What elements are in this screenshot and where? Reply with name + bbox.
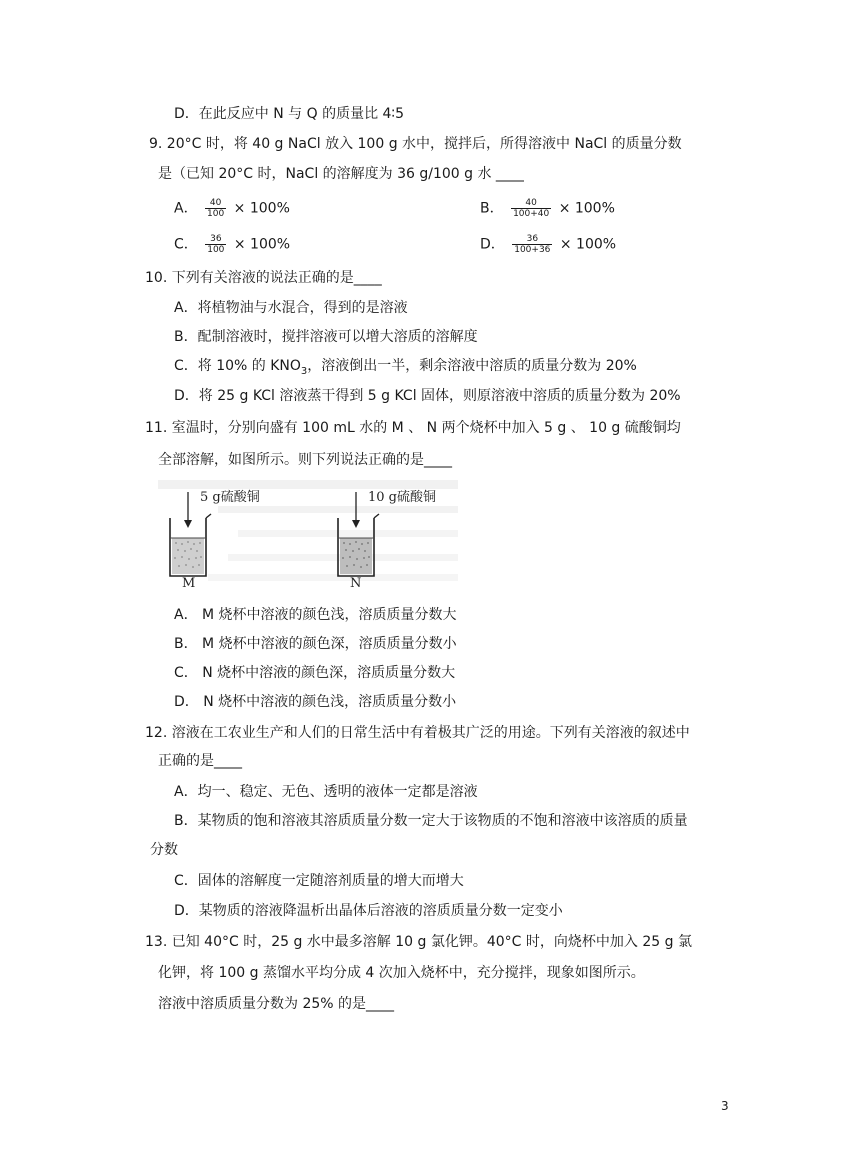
q13-stem-line2: 化钾，将 100 g 蒸馏水平均分成 4 次加入烧杯中，充分搅拌，现象如图所示。 bbox=[158, 965, 645, 981]
q9-stem-line2: 是（已知 20°C 时，NaCl 的溶解度为 36 g/100 g 水 ____ bbox=[158, 166, 524, 182]
q10-option-d: D．将 25 g KCl 溶液蒸干得到 5 g KCl 固体，则原溶液中溶质的质量分数为 20% bbox=[174, 388, 681, 404]
q11-option-d: D． N 烧杯中溶液的颜色浅，溶质质量分数小 bbox=[174, 694, 457, 710]
q9-option-a bbox=[174, 198, 290, 219]
q12-stem-line1: 12. 溶液在工农业生产和人们的日常生活中有着极其广泛的用途。下列有关溶液的叙述中 bbox=[145, 725, 690, 741]
fraction-denominator: 100+36 bbox=[514, 245, 551, 255]
q9-option-a-letter: A． bbox=[174, 200, 198, 217]
q9-option-c-letter: C． bbox=[174, 236, 198, 253]
q10-option-c-text-tail: ，溶液倒出一半，剩余溶液中溶质的质量分数为 20% bbox=[307, 358, 637, 374]
fraction-denominator: 100 bbox=[207, 245, 225, 255]
beaker-m-solute-label: 5 g硫酸铜 bbox=[200, 490, 260, 505]
q9-option-c bbox=[174, 234, 290, 255]
fraction-numerator: 36 bbox=[512, 234, 552, 245]
q12-option-b-line2: 分数 bbox=[150, 842, 178, 858]
q9-option-b bbox=[480, 198, 615, 219]
fraction-numerator: 40 bbox=[511, 198, 551, 209]
q9-option-c-fraction bbox=[205, 234, 226, 255]
q9-option-a-tail: × 100% bbox=[233, 200, 290, 217]
q9-option-d-fraction bbox=[512, 234, 552, 255]
q9-option-b-tail: × 100% bbox=[558, 200, 615, 217]
page-number: 3 bbox=[721, 1099, 729, 1113]
q10-stem: 10. 下列有关溶液的说法正确的是____ bbox=[145, 270, 382, 286]
q8-option-d: D．在此反应中 N 与 Q 的质量比 4∶5 bbox=[174, 106, 404, 122]
fraction-denominator: 100+40 bbox=[513, 209, 550, 219]
q13-stem-line1: 13. 已知 40°C 时，25 g 水中最多溶解 10 g 氯化钾。40°C 时，向烧杯中加入 25 g 氯 bbox=[145, 934, 692, 950]
q9-option-b-fraction bbox=[511, 198, 551, 219]
q9-option-a-fraction bbox=[205, 198, 226, 219]
q9-option-d-tail: × 100% bbox=[559, 236, 617, 253]
q10-option-b: B．配制溶液时，搅拌溶液可以增大溶质的溶解度 bbox=[174, 329, 478, 345]
beaker-n-solute-label: 10 g硫酸铜 bbox=[368, 490, 436, 505]
fraction-numerator: 36 bbox=[205, 234, 226, 245]
q11-option-a: A． M 烧杯中溶液的颜色浅，溶质质量分数大 bbox=[174, 607, 457, 623]
q9-option-d bbox=[480, 234, 616, 255]
q12-option-c: C．固体的溶解度一定随溶剂质量的增大而增大 bbox=[174, 873, 464, 889]
fraction-denominator: 100 bbox=[207, 209, 225, 219]
q9-option-d-letter: D． bbox=[480, 236, 505, 253]
q12-stem-line2: 正确的是____ bbox=[158, 753, 242, 769]
q10-option-c-subscript: 3 bbox=[300, 365, 308, 377]
q10-option-c-text: C．将 10% 的 KNO bbox=[174, 358, 301, 374]
q11-stem-line1: 11. 室温时，分别向盛有 100 mL 水的 M 、 N 两个烧杯中加入 5 g 、 10 g 硫酸铜均 bbox=[145, 420, 681, 436]
beaker-n-label: N bbox=[350, 576, 362, 591]
q13-stem-line3: 溶液中溶质质量分数为 25% 的是____ bbox=[158, 996, 395, 1012]
beaker-figure bbox=[158, 478, 458, 596]
beaker-m-label: M bbox=[182, 576, 196, 591]
q10-option-c bbox=[174, 356, 637, 382]
q9-option-b-letter: B． bbox=[480, 200, 504, 217]
q12-option-a: A．均一、稳定、无色、透明的液体一定都是溶液 bbox=[174, 784, 478, 800]
q11-option-c: C． N 烧杯中溶液的颜色深，溶质质量分数大 bbox=[174, 665, 456, 681]
q11-stem-line2: 全部溶解，如图所示。则下列说法正确的是____ bbox=[158, 452, 452, 468]
q12-option-b-line1: B．某物质的饱和溶液其溶质质量分数一定大于该物质的不饱和溶液中该溶质的质量 bbox=[174, 813, 688, 829]
q12-option-d: D．某物质的溶液降温析出晶体后溶液的溶质质量分数一定变小 bbox=[174, 903, 563, 919]
q11-option-b: B． M 烧杯中溶液的颜色深，溶质质量分数小 bbox=[174, 636, 457, 652]
q10-option-a: A．将植物油与水混合，得到的是溶液 bbox=[174, 300, 408, 316]
fraction-numerator: 40 bbox=[205, 198, 226, 209]
q9-stem-line1: 9. 20°C 时，将 40 g NaCl 放入 100 g 水中，搅拌后，所得溶液中 NaCl 的质量分数 bbox=[149, 136, 682, 152]
q9-option-c-tail: × 100% bbox=[233, 236, 291, 253]
